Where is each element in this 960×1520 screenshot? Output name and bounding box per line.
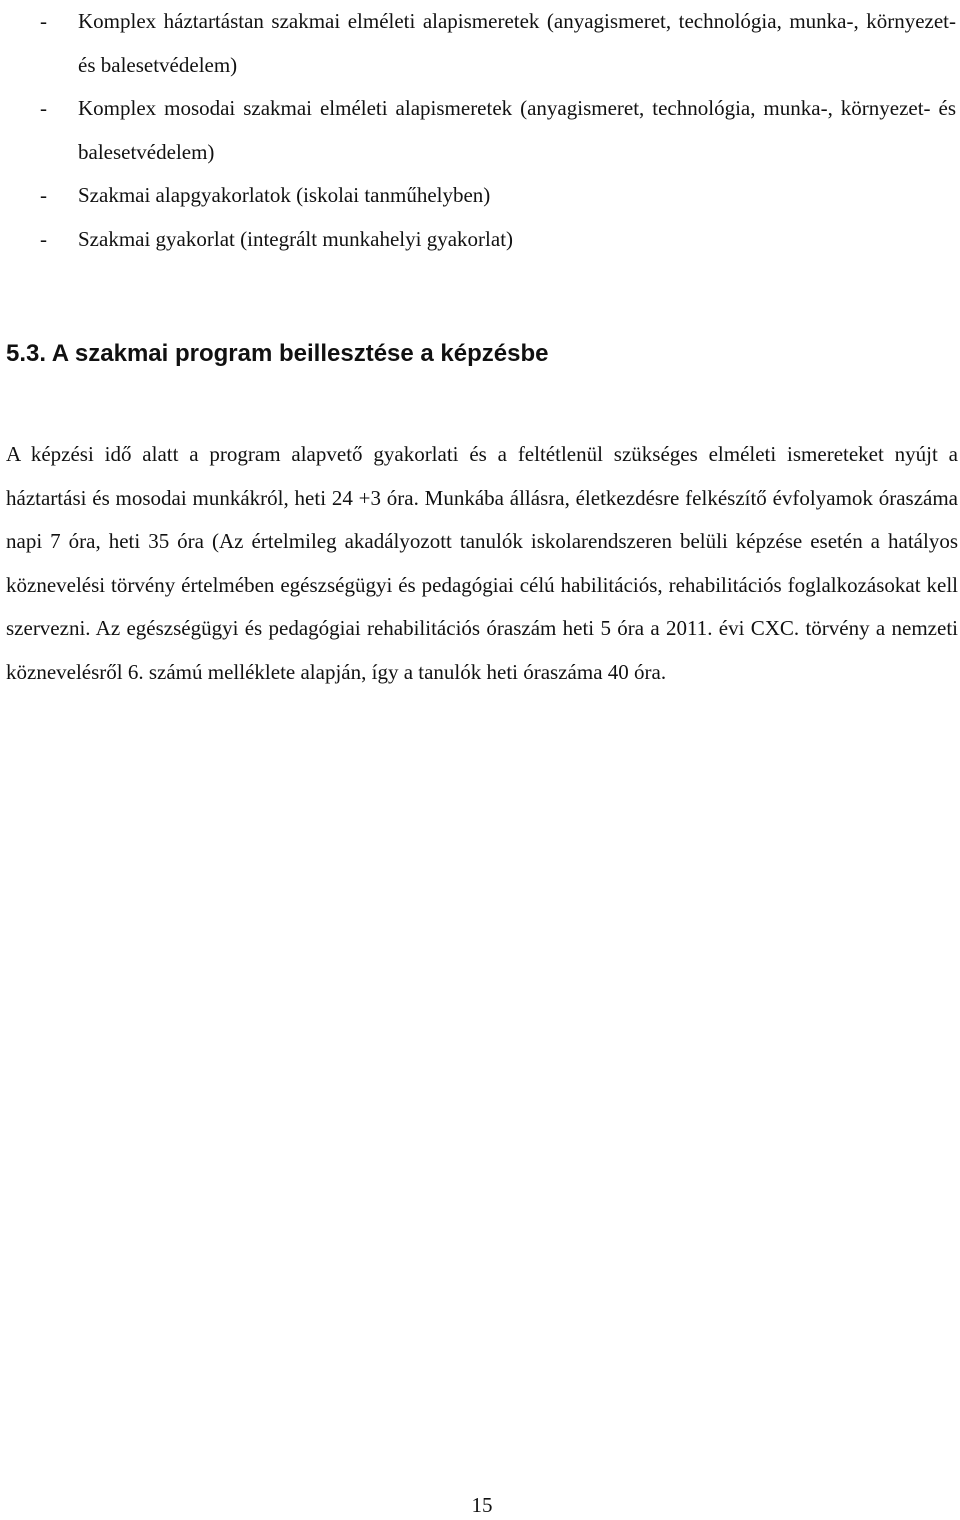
- list-item: [0, 87, 960, 174]
- list-bullet: -: [40, 226, 47, 251]
- list-bullet: -: [40, 9, 47, 33]
- section-paragraph: A képzési idő alatt a program alapvető gyakorlati és a feltétlenül szükséges elméleti ismereteket nyújt a háztartási és mosodai munkákról, heti 24 +3 óra. Munkába állásra, életkezdésre felkészítő évfolyamok óraszáma napi 7 óra, heti 35 óra (Az értelmileg akadályozott tanulók iskolarendszeren belüli képzése esetén a hatályos köznevelési törvény értelmében egészségügyi és pedagógiai célú habilitációs, rehabilitációs foglalkozásokat kell szervezni. Az egészségügyi és pedagógiai rehabilitációs óraszám heti 5 óra a 2011. évi CXC. törvény a nemzeti köznevelésről 6. számú melléklete alapján, így a tanulók heti óraszáma 40 óra.: [6, 442, 958, 684]
- page-number: 15: [471, 1493, 493, 1517]
- list-bullet: -: [40, 183, 47, 207]
- section-heading: 5.3. A szakmai program beillesztése a képzésbe: [6, 340, 549, 367]
- list-bullet: -: [40, 96, 47, 120]
- list-item-text: Komplex háztartástan szakmai elméleti alapismeretek (anyagismeret, technológia, munka-, környezet- és balesetvédelem): [78, 9, 956, 77]
- list-item-text: Szakmai alapgyakorlatok (iskolai tanműhelyben): [78, 183, 491, 207]
- list-item: [0, 0, 960, 87]
- list-item: [0, 218, 960, 262]
- list-item-text: Szakmai gyakorlat (integrált munkahelyi gyakorlat): [78, 226, 514, 251]
- list-item-text: Komplex mosodai szakmai elméleti alapismeretek (anyagismeret, technológia, munka-, környezet- és balesetvédelem): [78, 96, 956, 164]
- list-item: [0, 174, 960, 218]
- course-list: [0, 0, 960, 261]
